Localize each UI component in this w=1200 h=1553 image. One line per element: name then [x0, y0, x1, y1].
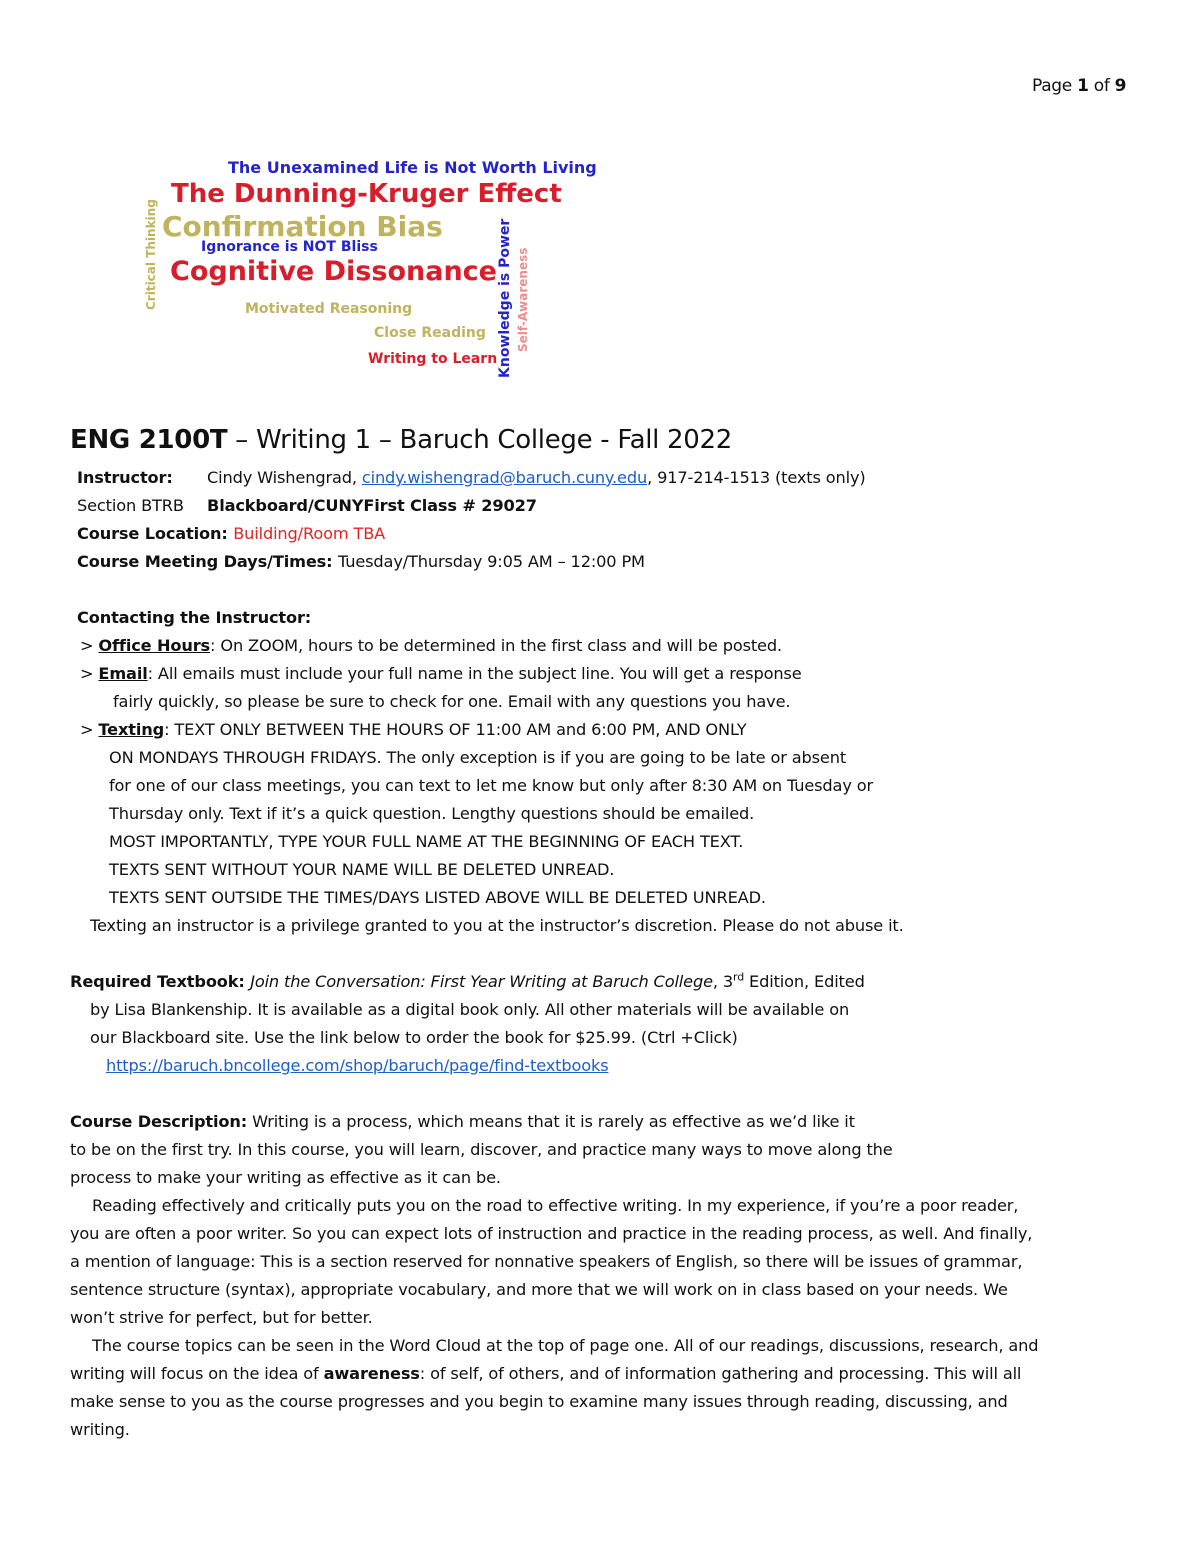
- email-text: : All emails must include your full name in the subject line. You will get a response: [147, 664, 802, 683]
- cloud-word: The Unexamined Life is Not Worth Living: [228, 158, 597, 177]
- meeting-line: [70, 548, 1140, 576]
- instructor-phone: , 917-214-1513 (texts only): [647, 468, 866, 487]
- section-line: [70, 492, 1140, 520]
- texting-line-5: MOST IMPORTANTLY, TYPE YOUR FULL NAME AT THE BEGINNING OF EACH TEXT.: [109, 832, 744, 851]
- description-label: Course Description:: [70, 1112, 248, 1131]
- description-line: to be on the first try. In this course, you will learn, discover, and practice many ways to move along the: [70, 1140, 893, 1159]
- description-line: Reading effectively and critically puts you on the road to effective writing. In my experience, if you’re a poor reader,: [92, 1196, 1019, 1215]
- description-line: The course topics can be seen in the Word Cloud at the top of page one. All of our readings, discussions, research, and: [92, 1336, 1039, 1355]
- description-line: won’t strive for perfect, but for better.: [70, 1308, 373, 1327]
- location-line: [70, 520, 1140, 548]
- cloud-word: Motivated Reasoning: [245, 301, 413, 317]
- email-line: > Email: All emails must include your full name in the subject line. You will get a response: [80, 664, 802, 683]
- meeting-value: Tuesday/Thursday 9:05 AM – 12:00 PM: [337, 552, 645, 571]
- instructor-name: Cindy Wishengrad,: [207, 468, 362, 487]
- location-label: Course Location:: [77, 524, 234, 543]
- page-number: [1032, 76, 1126, 96]
- textbook-label: Required Textbook:: [70, 972, 251, 991]
- cloud-word: Confirmation Bias: [162, 210, 443, 243]
- instructor-label: Instructor:: [77, 468, 173, 487]
- cloud-word: Knowledge is Power: [497, 218, 513, 378]
- email-line-2: fairly quickly, so please be sure to check for one. Email with any questions you have.: [113, 692, 791, 711]
- cloud-word: Critical Thinking: [144, 199, 158, 310]
- cloud-word: Ignorance is NOT Bliss: [201, 239, 378, 255]
- page-label: Page: [1032, 76, 1072, 96]
- description-line: make sense to you as the course progresses and you begin to examine many issues through reading, discussing, and: [70, 1392, 1008, 1411]
- texting-privilege: Texting an instructor is a privilege granted to you at the instructor’s discretion. Please do not abuse it.: [90, 916, 904, 935]
- textbook-link-line: [70, 1052, 1140, 1080]
- syllabus-body: [70, 420, 1140, 1444]
- cloud-word: Cognitive Dissonance: [170, 256, 497, 287]
- word-cloud: [0, 0, 600, 400]
- cloud-word: The Dunning-Kruger Effect: [171, 179, 562, 209]
- description-line: writing will focus on the idea of awareness: of self, of others, and of information gathering and processing. This will all: [70, 1364, 1022, 1383]
- description-line: process to make your writing as effective as it can be.: [70, 1168, 501, 1187]
- textbook-title: Join the Conversation: First Year Writing at Baruch College: [250, 972, 713, 991]
- class-number: Blackboard/CUNYFirst Class # 29027: [207, 496, 537, 515]
- instructor-line: [70, 464, 1140, 492]
- description-line: a mention of language: This is a section reserved for nonnative speakers of English, so there will be issues of grammar,: [70, 1252, 1023, 1271]
- email-label: Email: [98, 664, 148, 683]
- office-hours-line: > Office Hours: On ZOOM, hours to be determined in the first class and will be posted.: [80, 636, 782, 655]
- texting-label: Texting: [98, 720, 165, 739]
- office-hours-text: : On ZOOM, hours to be determined in the first class and will be posted.: [210, 636, 782, 655]
- page-total: 9: [1114, 76, 1127, 96]
- texting-line-4: Thursday only. Text if it’s a quick question. Lengthy questions should be emailed.: [109, 804, 755, 823]
- cloud-word: Writing to Learn: [368, 351, 498, 367]
- contact-heading: Contacting the Instructor:: [77, 608, 312, 627]
- description-line: sentence structure (syntax), appropriate vocabulary, and more that we will work on in class based on your needs. We: [70, 1280, 1008, 1299]
- awareness-emphasis: awareness: [323, 1364, 420, 1383]
- texting-text: : TEXT ONLY BETWEEN THE HOURS OF 11:00 AM and 6:00 PM, AND ONLY: [164, 720, 747, 739]
- textbook-line-2: by Lisa Blankenship. It is available as a digital book only. All other materials will be available on: [90, 1000, 850, 1019]
- meeting-label: Course Meeting Days/Times:: [77, 552, 338, 571]
- texting-line-7: TEXTS SENT OUTSIDE THE TIMES/DAYS LISTED ABOVE WILL BE DELETED UNREAD.: [109, 888, 766, 907]
- page-current: 1: [1077, 76, 1089, 96]
- instructor-email-link[interactable]: cindy.wishengrad@baruch.cuny.edu: [361, 468, 648, 487]
- textbook-line: Required Textbook: Join the Conversation: First Year Writing at Baruch College, 3rd Edition, Edited: [70, 970, 865, 991]
- office-hours-label: Office Hours: [98, 636, 211, 655]
- description-line: Course Description: Writing is a process, which means that it is rarely as effective as we’d like it: [70, 1112, 855, 1131]
- textbook-line-3: our Blackboard site. Use the link below to order the book for $25.99. (Ctrl +Click): [90, 1028, 738, 1047]
- cloud-word: Close Reading: [374, 325, 486, 341]
- course-code: ENG 2100T: [70, 425, 228, 455]
- course-title: – Writing 1 – Baruch College - Fall 2022: [227, 425, 733, 455]
- texting-line: > Texting: TEXT ONLY BETWEEN THE HOURS OF 11:00 AM and 6:00 PM, AND ONLY: [80, 720, 747, 739]
- textbook-link[interactable]: https://baruch.bncollege.com/shop/baruch/page/find-textbooks: [106, 1056, 609, 1075]
- page-title: [70, 420, 1140, 460]
- texting-line-3: for one of our class meetings, you can text to let me know but only after 8:30 AM on Tuesday or: [109, 776, 874, 795]
- location-value: Building/Room TBA: [233, 524, 386, 543]
- section-id: Section BTRB: [77, 496, 184, 515]
- texting-line-6: TEXTS SENT WITHOUT YOUR NAME WILL BE DELETED UNREAD.: [109, 860, 615, 879]
- cloud-word: Self-Awareness: [516, 247, 530, 352]
- page-of: of: [1093, 76, 1110, 96]
- texting-line-2: ON MONDAYS THROUGH FRIDAYS. The only exception is if you are going to be late or absent: [109, 748, 847, 767]
- description-line: you are often a poor writer. So you can expect lots of instruction and practice in the reading process, as well. And finally,: [70, 1224, 1033, 1243]
- description-line: writing.: [70, 1420, 130, 1439]
